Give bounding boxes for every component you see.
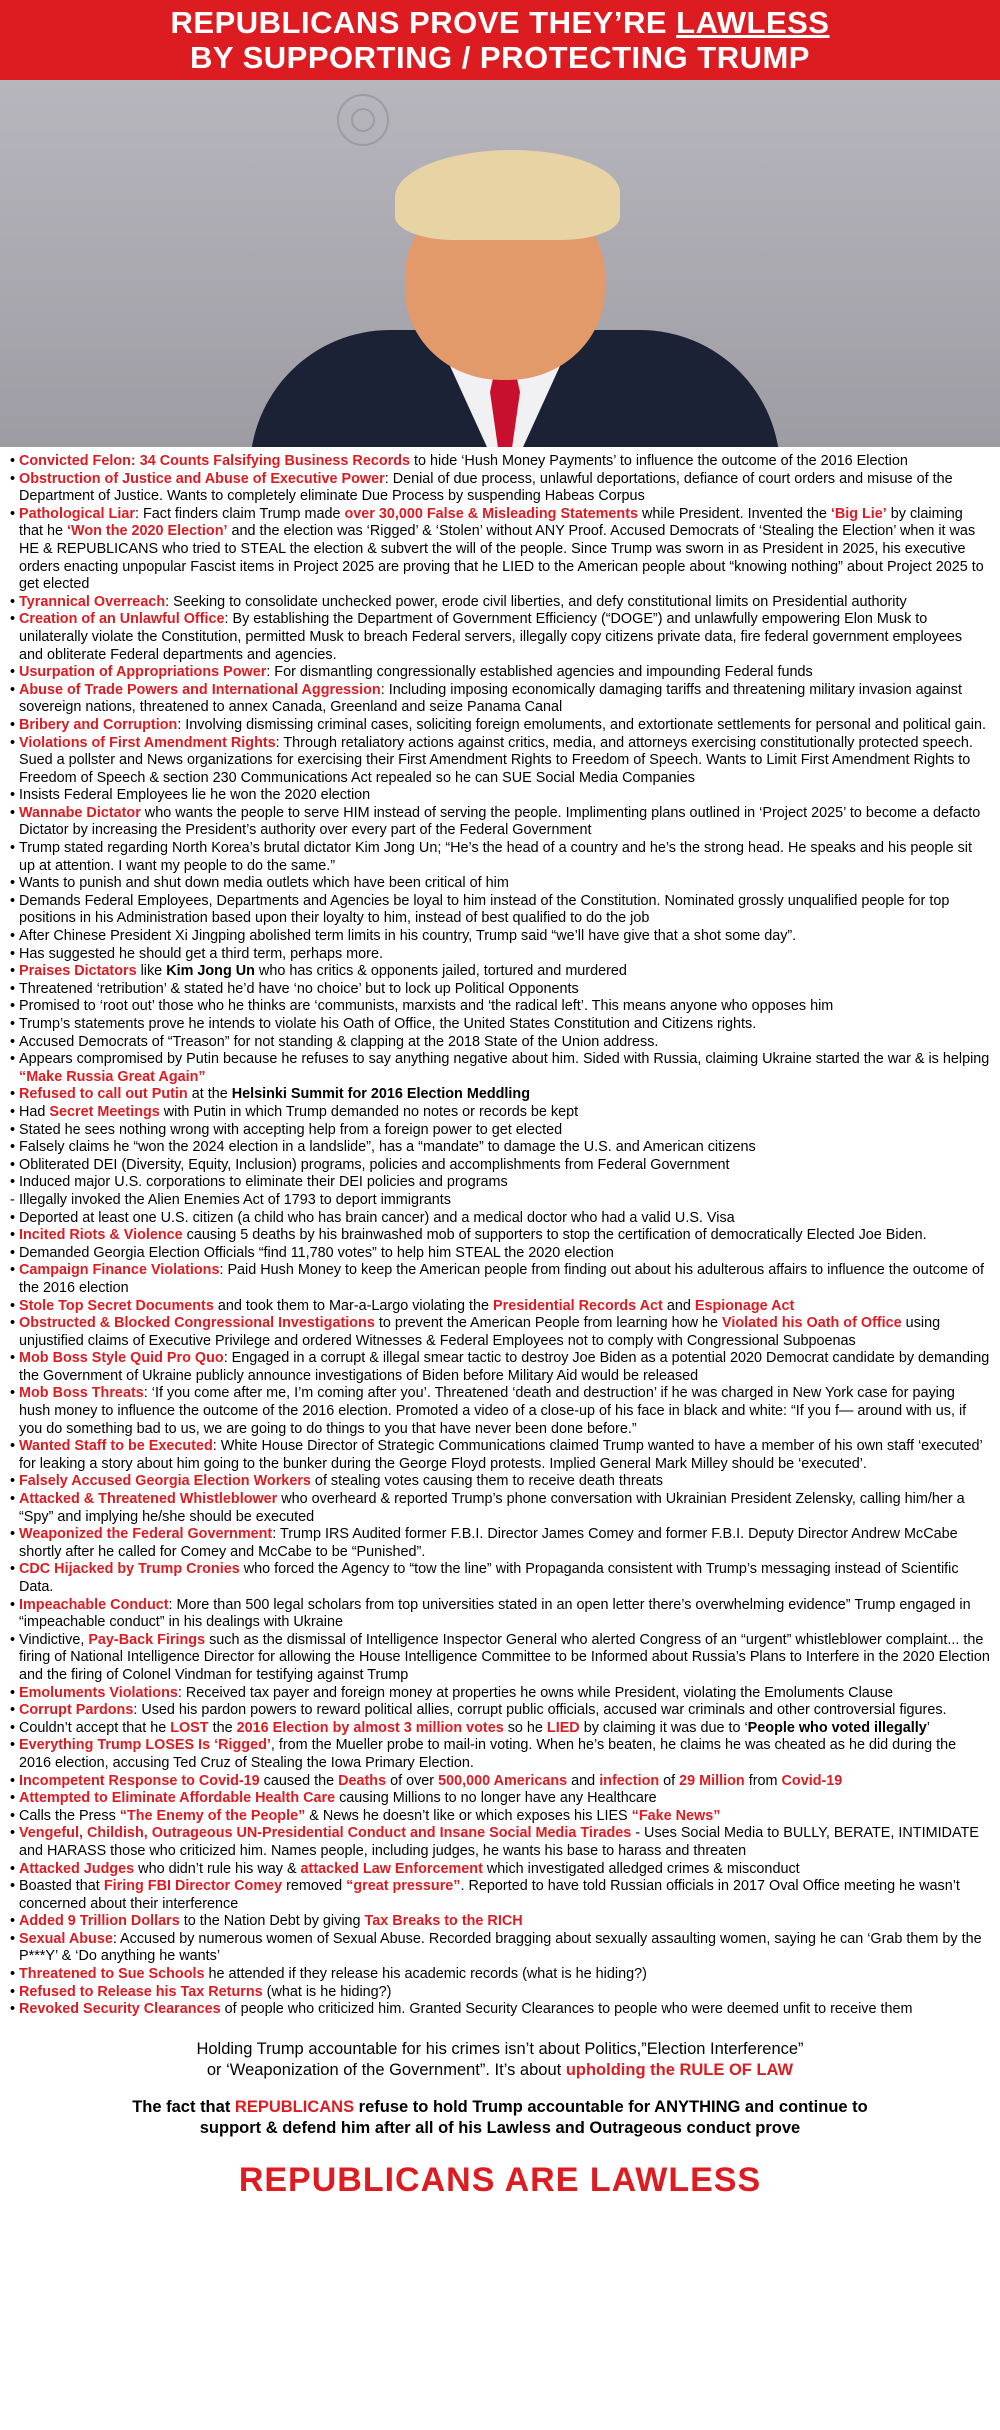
item-text: and bbox=[567, 1772, 600, 1789]
footer-line: support & defend him after all of his Lawless and Outrageous conduct prove bbox=[199, 2118, 801, 2137]
footer-statement-2 bbox=[0, 2097, 1000, 2139]
item-text: : Including imposing economically damaging tariffs and threatening military invasion against sovereign nations, threatened to annex Canada, Greenland and seize Panama Canal bbox=[19, 681, 962, 716]
item-text: Kim Jong Un bbox=[166, 963, 255, 980]
item-text: of bbox=[659, 1772, 680, 1789]
item-text: to the Nation Debt by giving bbox=[179, 1913, 365, 1930]
highlight-text: “Make Russia Great Again” bbox=[19, 1068, 206, 1085]
highlight-text: Refused to call out Putin bbox=[19, 1086, 188, 1103]
item-text: of over bbox=[386, 1772, 439, 1789]
item-text: : Engaged in a corrupt & illegal smear tactic to destroy Joe Biden as a potential 2020 Democrat candidate by demanding the Government of Ukraine publicly announce investigations of Biden before Military Aid would be released bbox=[19, 1350, 990, 1384]
item-text: so he bbox=[503, 1719, 547, 1736]
item-text: with Putin in which Trump demanded no notes or records be kept bbox=[159, 1103, 579, 1120]
highlight-text: Wanted Staff to be Executed bbox=[19, 1438, 213, 1455]
item-text: Demands Federal Employees, Departments and Agencies be loyal to him instead of the Constitution. Nominated grossly unqualified people for top positions in his Administration based upon their loyalty to him, instead of best qualified to do the job bbox=[19, 892, 950, 927]
list-item bbox=[10, 1385, 990, 1438]
highlight-text: Obstruction of Justice and Abuse of Executive Power bbox=[19, 470, 385, 487]
list-item bbox=[10, 1632, 990, 1685]
list-item bbox=[10, 1773, 990, 1791]
item-text: caused the bbox=[259, 1772, 339, 1789]
item-text: Promised to ‘root out’ those who he thinks are ‘communists, marxists and ‘the radical left’. This means anyone who opposes him bbox=[19, 998, 834, 1015]
highlight-text: Falsely Accused Georgia Election Workers bbox=[19, 1473, 311, 1490]
highlight-text: Tyrannical Overreach bbox=[19, 593, 166, 610]
highlight-text: Praises Dictators bbox=[19, 963, 137, 980]
item-text: like bbox=[136, 963, 167, 980]
item-text: , from the Mueller probe to mail-in voting. When he’s beaten, he claims he was cheated as he did during the 2016 election, accusing Ted Cruz of Stealing the Iowa Primary Election. bbox=[19, 1737, 957, 1771]
item-text: Obliterated DEI (Diversity, Equity, Inclusion) programs, policies and accomplishments from Federal Government bbox=[19, 1156, 730, 1173]
highlight-text: Everything Trump LOSES Is ‘Rigged’ bbox=[19, 1737, 271, 1754]
list-item bbox=[10, 717, 990, 735]
highlight-text: Sexual Abuse bbox=[19, 1930, 113, 1947]
list-item bbox=[10, 664, 990, 682]
item-text: he attended if they release his academic records (what is he hiding?) bbox=[204, 1966, 647, 1983]
highlight-text: Pay-Back Firings bbox=[88, 1631, 206, 1648]
item-text: : Received tax payer and foreign money at properties he owns while President, violating the Emoluments Clause bbox=[177, 1684, 893, 1701]
item-text: who wants the people to serve HIM instead of serving the people. Implimenting plans outlined in ‘Project 2025’ to become a defacto Dictator by increasing the President’s authority over every part of the Federal Government bbox=[19, 804, 981, 839]
highlight-text: Abuse of Trade Powers and International Aggression bbox=[19, 681, 381, 698]
list-item bbox=[10, 682, 990, 717]
list-item bbox=[10, 1561, 990, 1596]
highlight-text: LIED bbox=[546, 1719, 580, 1736]
list-item bbox=[10, 1931, 990, 1966]
footer-line: Holding Trump accountable for his crimes isn’t about Politics,”Election Interference” bbox=[196, 2039, 804, 2058]
item-text: from bbox=[744, 1772, 782, 1789]
item-text: (what is he hiding?) bbox=[262, 1983, 392, 2000]
list-item bbox=[10, 1966, 990, 1984]
list-item bbox=[10, 471, 990, 506]
list-item bbox=[10, 1597, 990, 1632]
list-item bbox=[10, 735, 990, 788]
highlight-text: 500,000 Americans bbox=[438, 1772, 568, 1789]
item-text: such as the dismissal of Intelligence Inspector General who alerted Congress of an “urgent” whistleblower complaint... the firing of National Intelligence Director for allowing the House Intelligence Committee to be Informed about Russia’s Plans to Interfere in the 2020 Election and the firing of Colonel Vindman for testifying against Trump bbox=[19, 1631, 990, 1683]
highlight-text: Usurpation of Appropriations Power bbox=[19, 664, 267, 681]
highlight-text: Presidential Records Act bbox=[493, 1297, 663, 1314]
highlight-text: Deaths bbox=[338, 1772, 387, 1789]
footer-line bbox=[0, 2097, 1000, 2118]
highlight-text: infection bbox=[599, 1772, 660, 1789]
highlight-text: 29 Million bbox=[679, 1772, 745, 1789]
highlight-text: over 30,000 False & Misleading Statements bbox=[344, 505, 639, 522]
highlight-text: Threatened to Sue Schools bbox=[19, 1966, 205, 1983]
list-item bbox=[10, 1825, 990, 1860]
list-item bbox=[10, 928, 990, 946]
rule-of-law-text: upholding the RULE OF LAW bbox=[565, 2060, 794, 2079]
item-text: . Reported to have told Russian officials in 2017 Oval Office meeting he wasn’t concerned about their interference bbox=[19, 1878, 960, 1912]
item-text: - Uses Social Media to BULLY, BERATE, INTIMIDATE and HARASS those who criticized him. Names people, including judges, he wants his base to harass and threaten bbox=[19, 1825, 979, 1859]
list-item bbox=[10, 840, 990, 875]
item-text: : Through retaliatory actions against critics, media, and attorneys exercising constitutionally protected speech. Sued a pollster and News organizations for exercising their First Amendment Rights to Freedom of Speech. Wants to Limit First Amendment Rights to Freedom of Speech & section 230 Communications Act repealed so he can SUE Social Media Companies bbox=[19, 734, 973, 786]
list-item bbox=[10, 1122, 990, 1140]
highlight-text: Bribery and Corruption bbox=[19, 716, 178, 733]
item-text: at the bbox=[187, 1086, 232, 1103]
highlight-text: Firing FBI Director Comey bbox=[103, 1878, 283, 1895]
list-item bbox=[10, 805, 990, 840]
highlight-text: Attempted to Eliminate Affordable Health Care bbox=[19, 1790, 336, 1807]
list-item bbox=[10, 1473, 990, 1491]
list-item bbox=[10, 1227, 990, 1245]
list-item bbox=[10, 875, 990, 893]
highlight-text: ‘Big Lie’ bbox=[830, 505, 887, 522]
list-item bbox=[10, 946, 990, 964]
list-item bbox=[10, 1737, 990, 1772]
list-item bbox=[10, 1210, 990, 1228]
highlight-text: Added 9 Trillion Dollars bbox=[19, 1913, 180, 1930]
item-text: using unjustified claims of Executive Privilege and ordered Witnesses & Federal Employees not to comply with Congressional Subpoenas bbox=[19, 1315, 941, 1349]
hair bbox=[395, 150, 620, 240]
item-text: by claiming that he bbox=[19, 505, 963, 540]
list-item bbox=[10, 1086, 990, 1104]
item-text: : More than 500 legal scholars from top universities stated in an open letter there’s overwhelming evidence” Trump engaged in “impeachable conduct” in his dealings with Ukraine bbox=[19, 1596, 971, 1631]
list-item bbox=[10, 1491, 990, 1526]
item-text: which investigated alledged crimes & misconduct bbox=[482, 1860, 800, 1877]
list-item bbox=[10, 1438, 990, 1473]
list-item bbox=[10, 1790, 990, 1808]
highlight-text: Mob Boss Threats bbox=[19, 1385, 144, 1402]
item-text: Illegally invoked the Alien Enemies Act of 1793 to deport immigrants bbox=[19, 1191, 451, 1208]
list-item bbox=[10, 594, 990, 612]
list-item bbox=[10, 981, 990, 999]
item-text: causing 5 deaths by his brainwashed mob of supporters to stop the certification of democratically Elected Joe Biden. bbox=[182, 1227, 927, 1244]
item-text: of stealing votes causing them to receive death threats bbox=[310, 1473, 663, 1490]
item-text: who has critics & opponents jailed, tortured and murdered bbox=[254, 963, 627, 980]
item-text: Helsinki Summit for 2016 Election Meddling bbox=[231, 1086, 530, 1103]
allegations-list bbox=[0, 447, 1000, 2019]
list-item bbox=[10, 1315, 990, 1350]
item-text: Deported at least one U.S. citizen (a child who has brain cancer) and a medical doctor who had a valid U.S. Visa bbox=[19, 1209, 735, 1226]
list-item bbox=[10, 787, 990, 805]
item-text: who overheard & reported Trump’s phone conversation with Ukrainian President Zelensky, calling him/her a “Spy” and implying he/she should be executed bbox=[19, 1491, 965, 1525]
highlight-text: Campaign Finance Violations bbox=[19, 1262, 220, 1279]
highlight-text: attacked Law Enforcement bbox=[300, 1860, 483, 1877]
item-text: ’ bbox=[926, 1719, 930, 1736]
footer-text: The fact that bbox=[132, 2097, 235, 2116]
highlight-text: 2016 Election by almost 3 million votes bbox=[236, 1719, 504, 1736]
highlight-text: Incompetent Response to Covid-19 bbox=[19, 1772, 260, 1789]
item-text: Had bbox=[19, 1103, 50, 1120]
item-text: by claiming it was due to ‘ bbox=[579, 1719, 748, 1736]
header-line-1 bbox=[0, 5, 1000, 40]
item-text: After Chinese President Xi Jingping abolished term limits in his country, Trump said “we’ll have give that a shot some day”. bbox=[19, 928, 797, 945]
highlight-text: Incited Riots & Violence bbox=[19, 1227, 183, 1244]
list-item bbox=[10, 1526, 990, 1561]
highlight-text: “Fake News” bbox=[631, 1807, 721, 1824]
highlight-text: CDC Hijacked by Trump Cronies bbox=[19, 1561, 240, 1578]
highlight-text: ‘Won the 2020 Election’ bbox=[67, 523, 228, 540]
item-text: Boasted that bbox=[19, 1878, 104, 1895]
list-item bbox=[10, 2001, 990, 2019]
highlight-text: Pathological Liar bbox=[19, 505, 135, 522]
item-text: : ‘If you come after me, I’m coming after you’. Threatened ‘death and destruction’ if he was charged in New York case for paying hush money to influence the outcome of the 2016 election. Promoted a video of a close-up of his face in black and white: “If you f— around with us, if you do something bad to us, we are going to do things to you that have never been done before.” bbox=[19, 1385, 967, 1437]
highlight-text: Espionage Act bbox=[694, 1297, 795, 1314]
item-text: Insists Federal Employees lie he won the 2020 election bbox=[19, 787, 371, 804]
list-item bbox=[10, 1051, 990, 1086]
header-line-1-text: REPUBLICANS PROVE THEY’RE bbox=[170, 5, 677, 40]
item-text: : For dismantling congressionally established agencies and impounding Federal funds bbox=[266, 664, 813, 681]
highlight-text: Refused to Release his Tax Returns bbox=[19, 1983, 263, 2000]
item-text: Trump’s statements prove he intends to violate his Oath of Office, the United States Constitution and Citizens rights. bbox=[19, 1016, 757, 1032]
item-text: and the election was ‘Rigged’ & ‘Stolen’ without ANY Proof. Accused Democrats of ‘Stealing the Election’ when it was HE & REPUBLICANS who tried to STEAL the election & subvert the will of the people. Since Trump was sworn in as President in 2025, his executive orders enacting unpopular Fascist items in Project 2025 are proving that he LIED to the American people about “knowing nothing” about Project 2025 to get elected bbox=[19, 523, 984, 593]
item-text: causing Millions to no longer have any Healthcare bbox=[335, 1790, 657, 1807]
list-item bbox=[10, 1298, 990, 1316]
list-item bbox=[10, 1913, 990, 1931]
highlight-text: Covid-19 bbox=[781, 1772, 843, 1789]
highlight-text: Stole Top Secret Documents bbox=[19, 1297, 214, 1314]
highlight-text: Violated his Oath of Office bbox=[722, 1315, 902, 1332]
list-item bbox=[10, 506, 990, 594]
list-item bbox=[10, 963, 990, 981]
list-item bbox=[10, 1034, 990, 1052]
mugshot-photo bbox=[0, 80, 1000, 447]
list-item bbox=[10, 1861, 990, 1879]
highlight-text: Revoked Security Clearances bbox=[19, 2001, 221, 2018]
list-item bbox=[10, 1808, 990, 1826]
list-item bbox=[10, 1685, 990, 1703]
item-text: : Involving dismissing criminal cases, soliciting foreign emoluments, and extortionate settlements for personal and political gain. bbox=[177, 716, 986, 733]
item-text: Wants to punish and shut down media outlets which have been critical of him bbox=[19, 875, 509, 892]
item-text: to prevent the American People from learning how he bbox=[374, 1315, 723, 1332]
highlight-text: Violations of First Amendment Rights bbox=[19, 734, 276, 751]
highlight-text: Emoluments Violations bbox=[19, 1684, 178, 1701]
item-text: Couldn’t accept that he bbox=[19, 1719, 171, 1736]
page-header bbox=[0, 0, 1000, 80]
footer bbox=[0, 2039, 1000, 2139]
item-text: who didn’t rule his way & bbox=[134, 1860, 301, 1877]
item-text: Trump stated regarding North Korea’s brutal dictator Kim Jong Un; “He’s the head of a country and he’s the strong head. He speaks and his people sit up at attention. I want my people to do the same.” bbox=[19, 840, 972, 874]
highlight-text: Corrupt Pardons bbox=[19, 1702, 134, 1719]
item-text: and bbox=[662, 1297, 695, 1314]
item-text: of people who criticized him. Granted Security Clearances to people who were deemed unfit to receive them bbox=[220, 2001, 913, 2018]
item-text: : Accused by numerous women of Sexual Abuse. Recorded bragging about sexually assaulting women, saying he can ‘Grab them by the P***Y’ & ‘Do anything he wants’ bbox=[19, 1930, 982, 1965]
item-text: : White House Director of Strategic Communications claimed Trump wanted to have a member of his own staff ‘executed’ for leaking a story about him going to the bunker during the George Floyd protests. Implied General Mark Milley should be ‘executed’. bbox=[19, 1438, 983, 1472]
item-text: Vindictive, bbox=[19, 1631, 89, 1648]
final-slogan: REPUBLICANS ARE LAWLESS bbox=[238, 2160, 762, 2199]
header-line-2: BY SUPPORTING / PROTECTING TRUMP bbox=[190, 40, 810, 75]
highlight-text: Obstructed & Blocked Congressional Investigations bbox=[19, 1315, 375, 1332]
highlight-text: Mob Boss Style Quid Pro Quo bbox=[19, 1350, 224, 1367]
highlight-text: “The Enemy of the People” bbox=[119, 1807, 306, 1824]
list-item bbox=[10, 453, 990, 471]
highlight-text: “great pressure” bbox=[346, 1878, 461, 1895]
list-item bbox=[10, 1350, 990, 1385]
highlight-text: Wannabe Dictator bbox=[19, 804, 141, 821]
item-text: Accused Democrats of “Treason” for not standing & clapping at the 2018 State of the Union address. bbox=[19, 1033, 659, 1050]
highlight-text: Secret Meetings bbox=[49, 1103, 160, 1120]
item-text: : Trump IRS Audited former F.B.I. Director James Comey and former F.B.I. Deputy Director Andrew McCabe shortly after he called for Comey and McCabe to be “Punished”. bbox=[19, 1526, 958, 1560]
list-item bbox=[10, 1720, 990, 1738]
list-item bbox=[10, 1262, 990, 1297]
list-item bbox=[10, 1157, 990, 1175]
item-text: the bbox=[208, 1719, 237, 1736]
item-text: People who voted illegally bbox=[747, 1719, 927, 1736]
list-item bbox=[10, 611, 990, 664]
footer-text: or ‘Weaponization of the Government”. It’s about bbox=[206, 2060, 566, 2079]
item-text: Appears compromised by Putin because he refuses to say anything negative about him. Sided with Russia, claiming Ukraine started the war & is helping bbox=[19, 1051, 990, 1068]
item-text: & News he doesn’t like or which exposes his LIES bbox=[305, 1807, 632, 1824]
item-text: : Denial of due process, unlawful deportations, defiance of court orders and misuse of the Department of Justice. Wants to completely eliminate Due Process by suspending Habeas Corpus bbox=[19, 470, 953, 505]
item-text: : Paid Hush Money to keep the American people from finding out about his adulterous affairs to influence the outcome of the 2016 election bbox=[19, 1262, 984, 1296]
list-item bbox=[10, 1139, 990, 1157]
highlight-text: Weaponized the Federal Government bbox=[19, 1526, 273, 1543]
item-text: who forced the Agency to “tow the line” with Propaganda consistent with Trump’s messaging instead of Scientific Data. bbox=[19, 1561, 959, 1595]
item-text: Induced major U.S. corporations to eliminate their DEI policies and programs bbox=[19, 1174, 508, 1191]
item-text: : Used his pardon powers to reward political allies, corrupt public officials, accused war criminals and other controversial figures. bbox=[133, 1702, 947, 1719]
sheriff-seal-icon bbox=[337, 94, 389, 146]
footer-text: refuse to hold Trump accountable for ANYTHING and continue to bbox=[354, 2097, 868, 2116]
list-item bbox=[10, 1702, 990, 1720]
item-text: : Fact finders claim Trump made bbox=[134, 505, 345, 522]
item-text: removed bbox=[282, 1878, 347, 1895]
item-text: while President. Invented the bbox=[638, 505, 831, 522]
highlight-text: Vengeful, Childish, Outrageous UN-Presidential Conduct and Insane Social Media Tirades bbox=[19, 1825, 632, 1842]
header-lawless-text: LAWLESS bbox=[676, 5, 830, 40]
item-text: Demanded Georgia Election Officials “find 11,780 votes” to help him STEAL the 2020 election bbox=[19, 1244, 614, 1261]
list-item bbox=[10, 893, 990, 928]
highlight-text: LOST bbox=[170, 1719, 209, 1736]
item-text: Threatened ‘retribution’ & stated he’d have ‘no choice’ but to lock up Political Opponents bbox=[19, 980, 579, 997]
republicans-text: REPUBLICANS bbox=[234, 2097, 355, 2116]
list-item bbox=[10, 1192, 990, 1210]
highlight-text: Attacked & Threatened Whistleblower bbox=[19, 1491, 278, 1508]
item-text: Falsely claims he “won the 2024 election in a landslide”, has a “mandate” to damage the U.S. and American citizens bbox=[19, 1139, 756, 1156]
footer-line bbox=[0, 2060, 1000, 2081]
item-text: Has suggested he should get a third term, perhaps more. bbox=[19, 945, 383, 962]
item-text: Stated he sees nothing wrong with accepting help from a foreign power to get elected bbox=[19, 1121, 563, 1138]
item-text: Calls the Press bbox=[19, 1807, 120, 1824]
highlight-text: Impeachable Conduct bbox=[19, 1596, 169, 1613]
list-item bbox=[10, 1104, 990, 1122]
item-text: to hide ‘Hush Money Payments’ to influence the outcome of the 2016 Election bbox=[410, 453, 908, 469]
item-text: and took them to Mar-a-Largo violating the bbox=[213, 1297, 494, 1314]
list-item bbox=[10, 1245, 990, 1263]
highlight-text: Creation of an Unlawful Office bbox=[19, 611, 225, 628]
list-item bbox=[10, 1984, 990, 2002]
list-item bbox=[10, 1878, 990, 1913]
highlight-text: Convicted Felon: 34 Counts Falsifying Business Records bbox=[19, 453, 411, 469]
list-item bbox=[10, 1174, 990, 1192]
list-item bbox=[10, 1016, 990, 1034]
highlight-text: Attacked Judges bbox=[19, 1860, 135, 1877]
item-text: : By establishing the Department of Government Efficiency (“DOGE”) and unlawfully empowering Elon Musk to unilaterally violate the Constitution, permitted Musk to breach Federal servers, illegally copy citizens private data, fire federal government employees and obliterate Federal departments and agencies. bbox=[19, 611, 963, 663]
footer-statement-1 bbox=[0, 2039, 1000, 2081]
item-text: : Seeking to consolidate unchecked power, erode civil liberties, and defy constitutional limits on Presidential authority bbox=[165, 593, 907, 610]
highlight-text: Tax Breaks to the RICH bbox=[364, 1913, 523, 1930]
list-item bbox=[10, 998, 990, 1016]
